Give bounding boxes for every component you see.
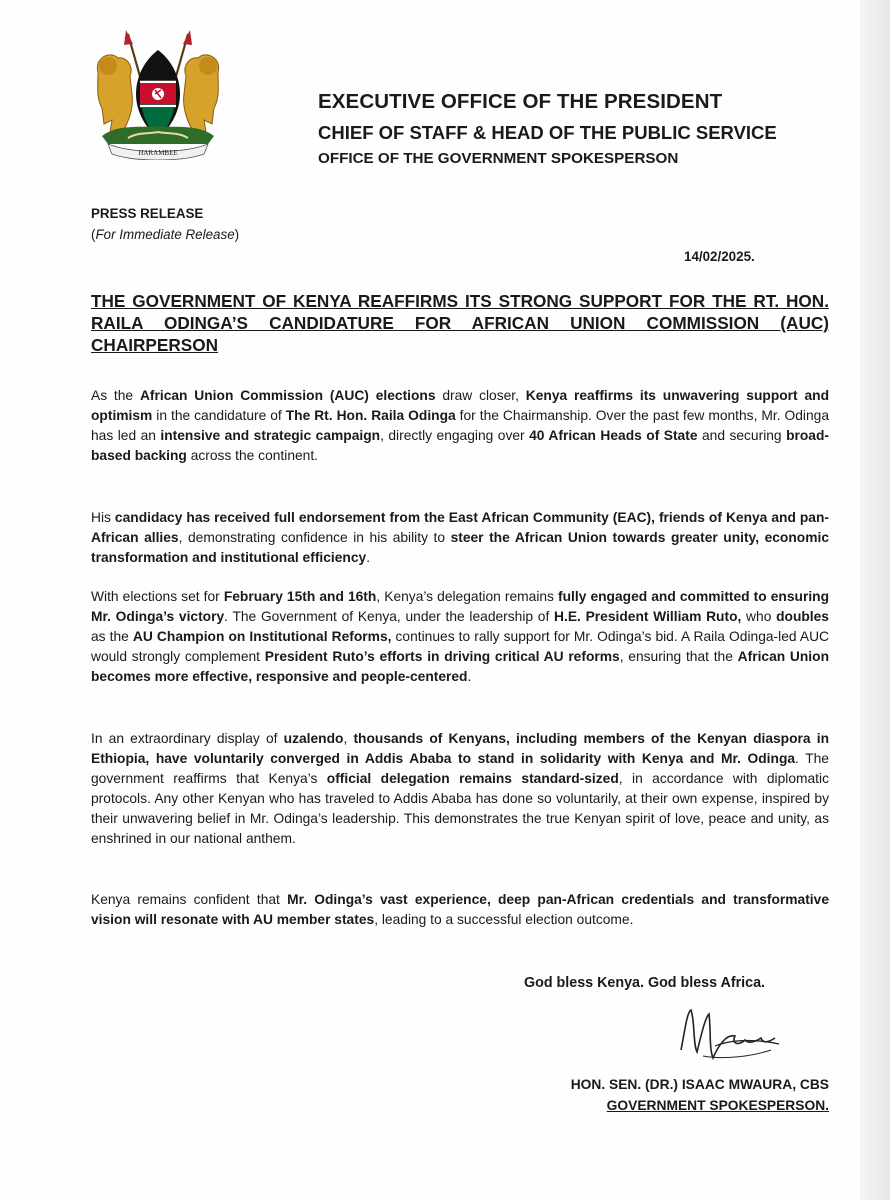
bold-text-run: H.E. President William Ruto, [554, 609, 742, 624]
text-run: . The government reaffirms that Kenya’s [91, 751, 829, 786]
press-release-label: PRESS RELEASE [91, 206, 204, 221]
text-run: across the continent. [186, 448, 319, 463]
text-run: . [366, 550, 371, 565]
bold-text-run: AU Champion on Institutional Reforms, [132, 629, 392, 644]
text-run: As the [91, 388, 140, 403]
text-run: Kenya remains confident that [91, 892, 288, 907]
bold-text-run: uzalendo [283, 731, 344, 746]
text-run: In an extraordinary display of [91, 731, 284, 746]
bold-text-run: doubles [776, 609, 829, 624]
text-run: His [91, 510, 115, 525]
text-run: , in accordance with diplomatic protocols. Any other Kenyan who has traveled to Addis Ababa has done so voluntarily, at their own expense, inspired by their unwavering belief in Mr. Odinga’s leadership. This demonstrates the true Kenyan spirit of love, peace and unity, as enshrined in our national anthem. [91, 771, 829, 846]
signatory-name: HON. SEN. (DR.) ISAAC MWAURA, CBS [570, 1077, 829, 1092]
text-run: in the candidature of [152, 408, 286, 423]
text-run: , leading to a successful election outcome. [374, 912, 634, 927]
bold-text-run: thousands of Kenyans, including members of the Kenyan diaspora in Ethiopia, have voluntarily converged in Addis Ababa to stand in solidarity with Kenya and Mr. Odinga [91, 731, 829, 766]
bold-text-run: African Union becomes more effective, responsive and people-centered [91, 649, 829, 684]
text-run: With elections set for [91, 589, 224, 604]
bold-text-run: The Rt. Hon. Raila Odinga [285, 408, 456, 423]
signature-icon [675, 1000, 785, 1070]
bold-text-run: President Ruto’s efforts in driving critical AU reforms [264, 649, 620, 664]
bold-text-run: official delegation remains standard-sized [326, 771, 619, 786]
signatory-role: GOVERNMENT SPOKESPERSON. [606, 1098, 829, 1113]
bold-text-run: African Union Commission (AUC) elections [139, 388, 436, 403]
text-run: who [741, 609, 777, 624]
coat-of-arms-icon [88, 28, 228, 160]
body-paragraph [91, 386, 829, 466]
bold-text-run: fully engaged and committed to ensuring Mr. Odinga’s victory [91, 589, 830, 624]
motto-text: HARAMBEE [138, 149, 178, 157]
text-run: as the [91, 629, 133, 644]
body-paragraph [91, 890, 829, 930]
header-office-title: EXECUTIVE OFFICE OF THE PRESIDENT [318, 90, 723, 113]
bold-text-run: candidacy has received full endorsement from the East African Community (EAC), friends of Kenya and pan-African allies [91, 510, 829, 545]
text-run: , directly engaging over [380, 428, 530, 443]
text-run: . [467, 669, 472, 684]
text-run: , demonstrating confidence in his ability to [178, 530, 451, 545]
text-run: draw closer, [435, 388, 526, 403]
body-paragraph [91, 729, 829, 849]
text-run: , [343, 731, 354, 746]
bold-text-run: steer the African Union towards greater unity, economic transformation and institutional efficiency [91, 530, 829, 565]
bold-text-run: Mr. Odinga’s vast experience, deep pan-African credentials and transformative vision will resonate with AU member states [91, 892, 829, 927]
header-spokesperson-office: OFFICE OF THE GOVERNMENT SPOKESPERSON [318, 150, 679, 167]
text-run: and securing [697, 428, 787, 443]
page-edge [860, 0, 890, 1200]
bold-text-run: February 15th and 16th [223, 589, 377, 604]
bold-text-run: broad-based backing [91, 428, 829, 463]
text-run: . The Government of Kenya, under the leadership of [224, 609, 555, 624]
bold-text-run: Kenya reaffirms its unwavering support and optimism [91, 388, 829, 423]
text-run: , Kenya’s delegation remains [376, 589, 559, 604]
header-chief-of-staff: CHIEF OF STAFF & HEAD OF THE PUBLIC SERVICE [318, 122, 777, 143]
closing-blessing: God bless Kenya. God bless Africa. [524, 975, 766, 991]
body-paragraph [91, 508, 829, 568]
immediate-release-note: (For Immediate Release) [91, 227, 240, 242]
release-date: 14/02/2025. [684, 249, 755, 264]
body-paragraph [91, 587, 829, 687]
text-run: , ensuring that the [619, 649, 738, 664]
press-release-title: THE GOVERNMENT OF KENYA REAFFIRMS ITS STRONG SUPPORT FOR THE RT. HON. RAILA ODINGA’S CANDIDATURE FOR AFRICAN UNION COMMISSION (AUC) CHAIRPERSON [91, 291, 829, 355]
text-run: continues to rally support for Mr. Odinga’s bid. A Raila Odinga-led AUC would strongly complement [91, 629, 829, 664]
bold-text-run: 40 African Heads of State [529, 428, 698, 443]
text-run: for the Chairmanship. Over the past few months, Mr. Odinga has led an [91, 408, 829, 443]
bold-text-run: intensive and strategic campaign [160, 428, 381, 443]
